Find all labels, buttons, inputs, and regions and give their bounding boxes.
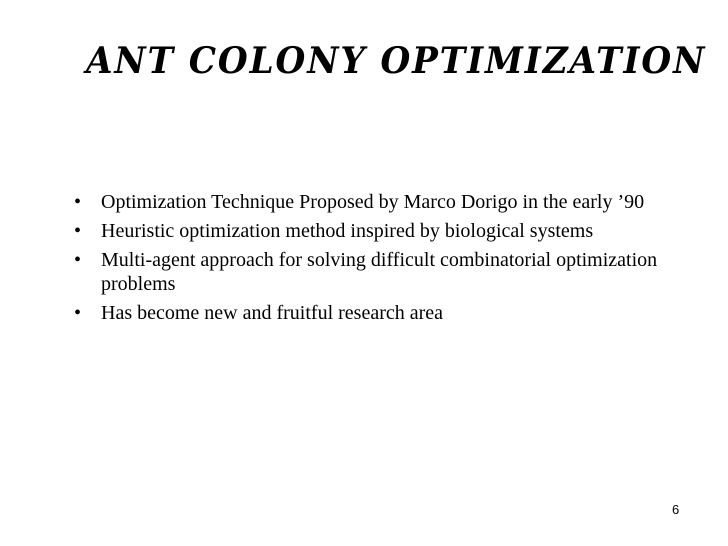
bullet-item (74, 301, 674, 325)
slide-title: ANT COLONY OPTIMIZATION (86, 40, 707, 82)
bullet-item (74, 219, 674, 243)
bullet-item (74, 248, 674, 296)
bullet-list (74, 190, 674, 330)
bullet-text: Multi-agent approach for solving difficult combinatorial optimization problems (101, 249, 658, 295)
bullet-marker: • (74, 249, 82, 271)
bullet-marker: • (74, 191, 82, 213)
page-number: 6 (672, 502, 680, 517)
bullet-text: Heuristic optimization method inspired by biological systems (101, 220, 594, 242)
bullet-item (74, 190, 674, 214)
bullet-marker: • (74, 302, 82, 324)
bullet-text: Optimization Technique Proposed by Marco Dorigo in the early ’90 (101, 191, 645, 213)
bullet-marker: • (74, 220, 82, 242)
bullet-text: Has become new and fruitful research area (101, 302, 444, 324)
